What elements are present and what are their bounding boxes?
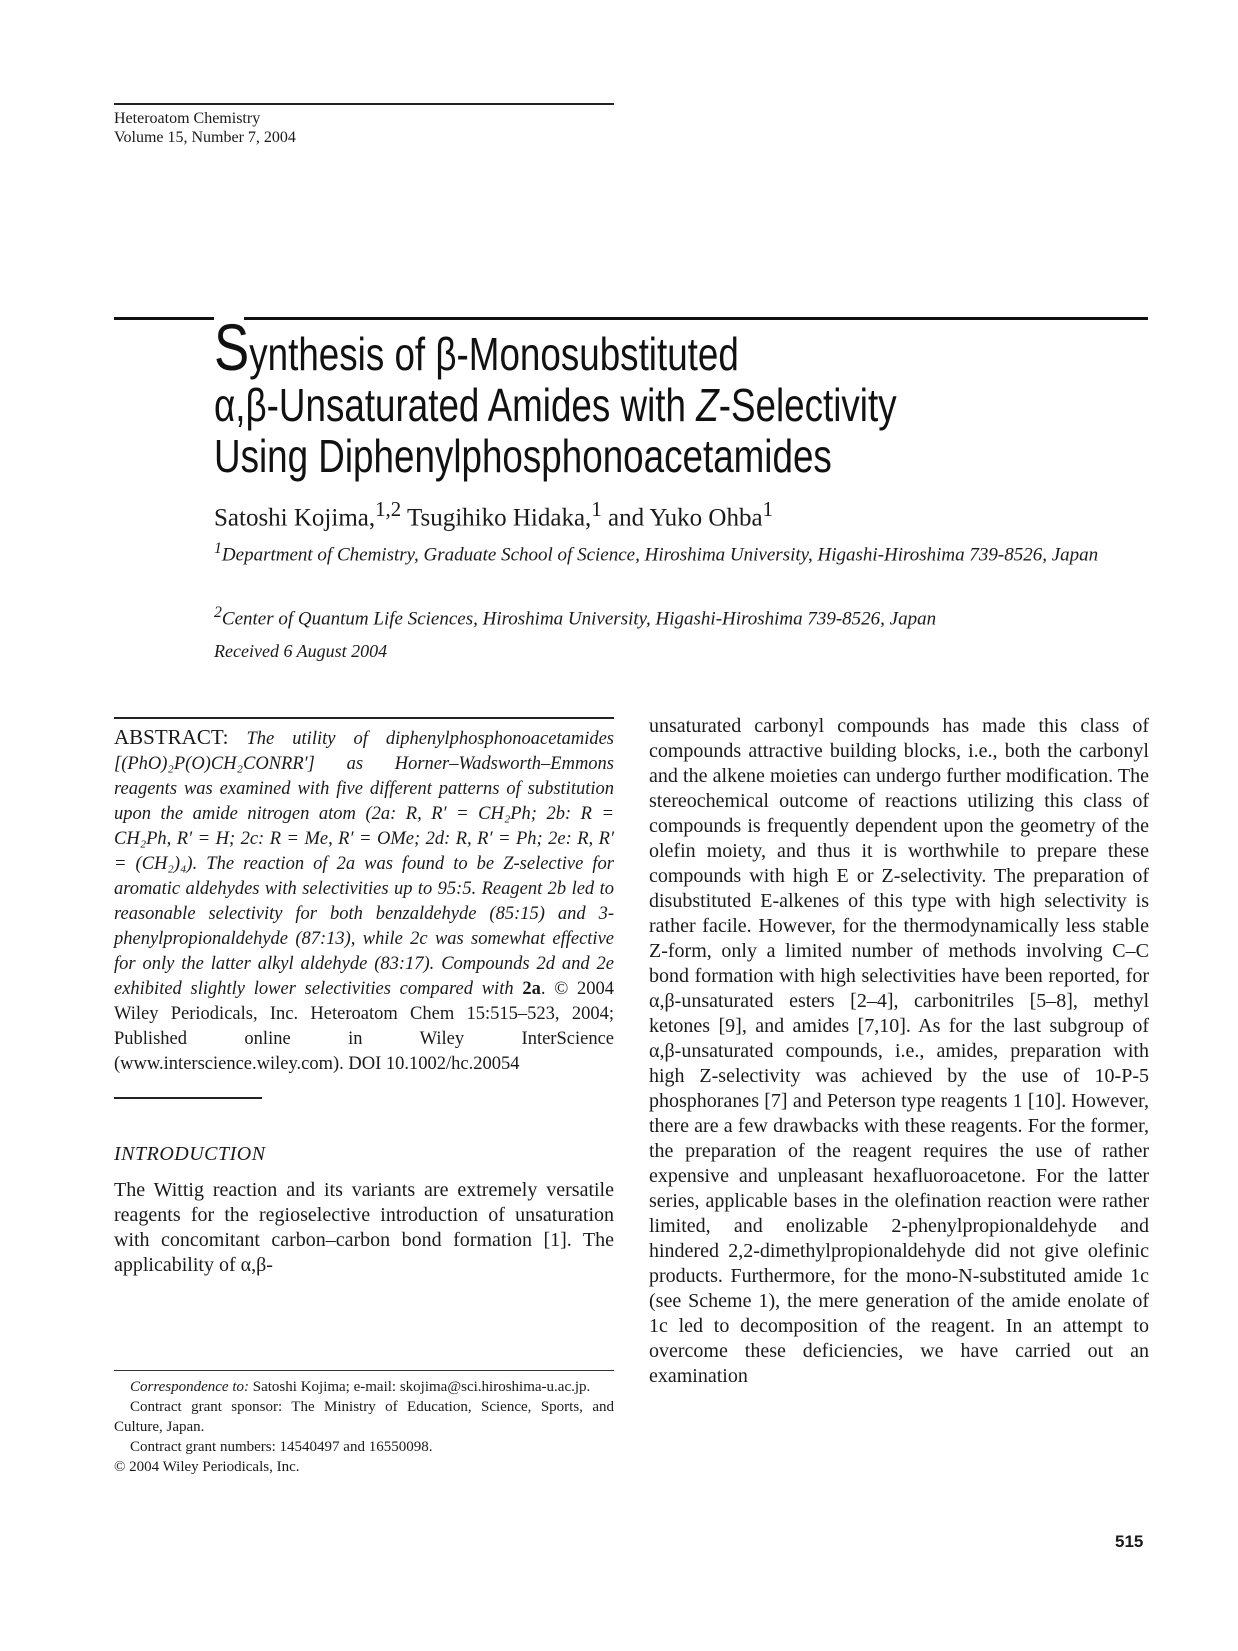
section-heading-introduction: INTRODUCTION xyxy=(114,1143,266,1165)
title-rule-left xyxy=(114,317,214,320)
affiliation-2-number: 2 xyxy=(214,604,222,621)
affiliation-2-text: Center of Quantum Life Sciences, Hiroshima University, Higashi-Hiroshima 739-8526, Japan xyxy=(221,608,937,630)
author-list xyxy=(214,494,773,533)
footnotes xyxy=(114,1370,614,1477)
abstract xyxy=(114,725,614,1077)
abstract-label: ABSTRACT: xyxy=(114,725,229,749)
footnote-copyright: © 2004 Wiley Periodicals, Inc. xyxy=(114,1459,300,1475)
intro-paragraph-left: The Wittig reaction and its variants are extremely versatile reagents for the regioselective introduction of unsaturation with concomitant carbon–carbon bond formation [1]. The applicability of α,β- xyxy=(114,1179,614,1276)
left-column xyxy=(114,717,614,1278)
received-date: Received 6 August 2004 xyxy=(214,641,388,661)
abstract-end-rule xyxy=(114,1097,262,1099)
page-number: 515 xyxy=(1115,1532,1144,1551)
title-line-1-text: ynthesis of β-Monosubstituted xyxy=(249,328,739,380)
footnote-correspondence xyxy=(114,1377,614,1397)
abstract-compound-ref: 2a xyxy=(522,979,541,999)
title-rule-right xyxy=(244,317,1148,320)
affiliation-2 xyxy=(214,600,1144,631)
affiliation-1-text: Department of Chemistry, Graduate School of Science, Hiroshima University, Higashi-Hiroshima 739-8526, Japan xyxy=(221,544,1099,566)
article-title xyxy=(214,310,966,482)
abstract-rule xyxy=(114,717,614,719)
journal-volume: Volume 15, Number 7, 2004 xyxy=(114,129,296,146)
abstract-body: The utility of diphenylphosphonoacetamides [(PhO)₂P(O)CH₂CONRR′] as Horner–Wadsworth–Emmons reagents was examined with five different patterns of substitution upon the amide nitrogen atom (2a: R, R′ = CH₂Ph; 2b: R = CH₂Ph, R′ = H; 2c: R = Me, R′ = OMe; 2d: R, R′ = Ph; 2e: R, R′ = (CH₂)₄). The reaction of 2a was found to be Z-selective for aromatic aldehydes with selectivities up to 95:5. Reagent 2b led to reasonable selectivity for both benzaldehyde (85:15) and 3-phenylpropionaldehyde (87:13), while 2c was somewhat effective for only the latter alkyl aldehyde (83:17). Compounds 2d and 2e exhibited slightly lower selectivities compared with xyxy=(114,729,614,999)
author-3: and Yuko Ohba xyxy=(607,504,763,532)
title-line-2b: -Selectivity xyxy=(718,379,897,431)
author-2-affil: 1 xyxy=(591,497,602,521)
title-line-2 xyxy=(214,380,966,431)
title-line-1 xyxy=(214,310,966,384)
author-1-affil: 1,2 xyxy=(375,497,402,521)
author-3-affil: 1 xyxy=(762,497,774,521)
author-1: Satoshi Kojima, xyxy=(214,504,376,532)
journal-header xyxy=(114,103,614,147)
title-line-2-z: Z xyxy=(696,379,719,431)
footnote-sponsor: Contract grant sponsor: The Ministry of Education, Science, Sports, and Culture, Japan. xyxy=(114,1399,614,1435)
correspondence-text: Satoshi Kojima; e-mail: skojima@sci.hiroshima-u.ac.jp. xyxy=(252,1379,591,1395)
affiliation-1 xyxy=(214,536,1144,567)
title-line-3: Using Diphenylphosphonoacetamides xyxy=(214,430,832,482)
abstract-citation: . © 2004 Wiley Periodicals, Inc. Heteroatom Chem 15:515–523, 2004; Published online in Wiley InterScience (www.interscience.wiley.com). DOI 10.1002/hc.20054 xyxy=(114,979,615,1074)
title-line-2a: α,β-Unsaturated Amides with xyxy=(214,379,697,431)
correspondence-label: Correspondence to: xyxy=(130,1379,250,1395)
author-2: Tsugihiko Hidaka, xyxy=(406,504,592,532)
affiliation-1-number: 1 xyxy=(214,540,222,557)
footnote-grant-numbers: Contract grant numbers: 14540497 and 16550098. xyxy=(130,1439,433,1455)
journal-name: Heteroatom Chemistry xyxy=(114,110,261,127)
title-dropcap: S xyxy=(214,310,250,384)
intro-paragraph-right: unsaturated carbonyl compounds has made this class of compounds attractive building blocks, i.e., both the carbonyl and the alkene moieties can undergo further modification. The stereochemical outcome of reactions utilizing this class of compounds is frequently dependent upon the geometry of the olefin moiety, and thus it is worthwhile to prepare these compounds with high E or Z-selectivity. The preparation of disubstituted E-alkenes of this type with high selectivity is rather facile. However, for the thermodynamically less stable Z-form, only a limited number of methods involving C–C bond formation with high selectivities have been reported, for α,β-unsaturated esters [2–4], carbonitriles [5–8], methyl ketones [9], and amides [7,10]. As for the last subgroup of α,β-unsaturated compounds, i.e., amides, preparation with high Z-selectivity was achieved by the use of 10-P-5 phosphoranes [7] and Peterson type reagents 1 [10]. However, there are a few drawbacks with these reagents. For the former, the preparation of the reagent requires the use of rather expensive and unpleasant hexafluoroacetone. For the latter series, applicable bases in the olefination reaction were rather limited, and enolizable 2-phenylpropionaldehyde and hindered 2,2-dimethylpropionaldehyde did not give olefinic products. Furthermore, for the mono-N-substituted amide 1c (see Scheme 1), the mere generation of the amide enolate of 1c led to decomposition of the reagent. In an attempt to overcome these deficiencies, we have carried out an examination xyxy=(649,715,1149,1387)
